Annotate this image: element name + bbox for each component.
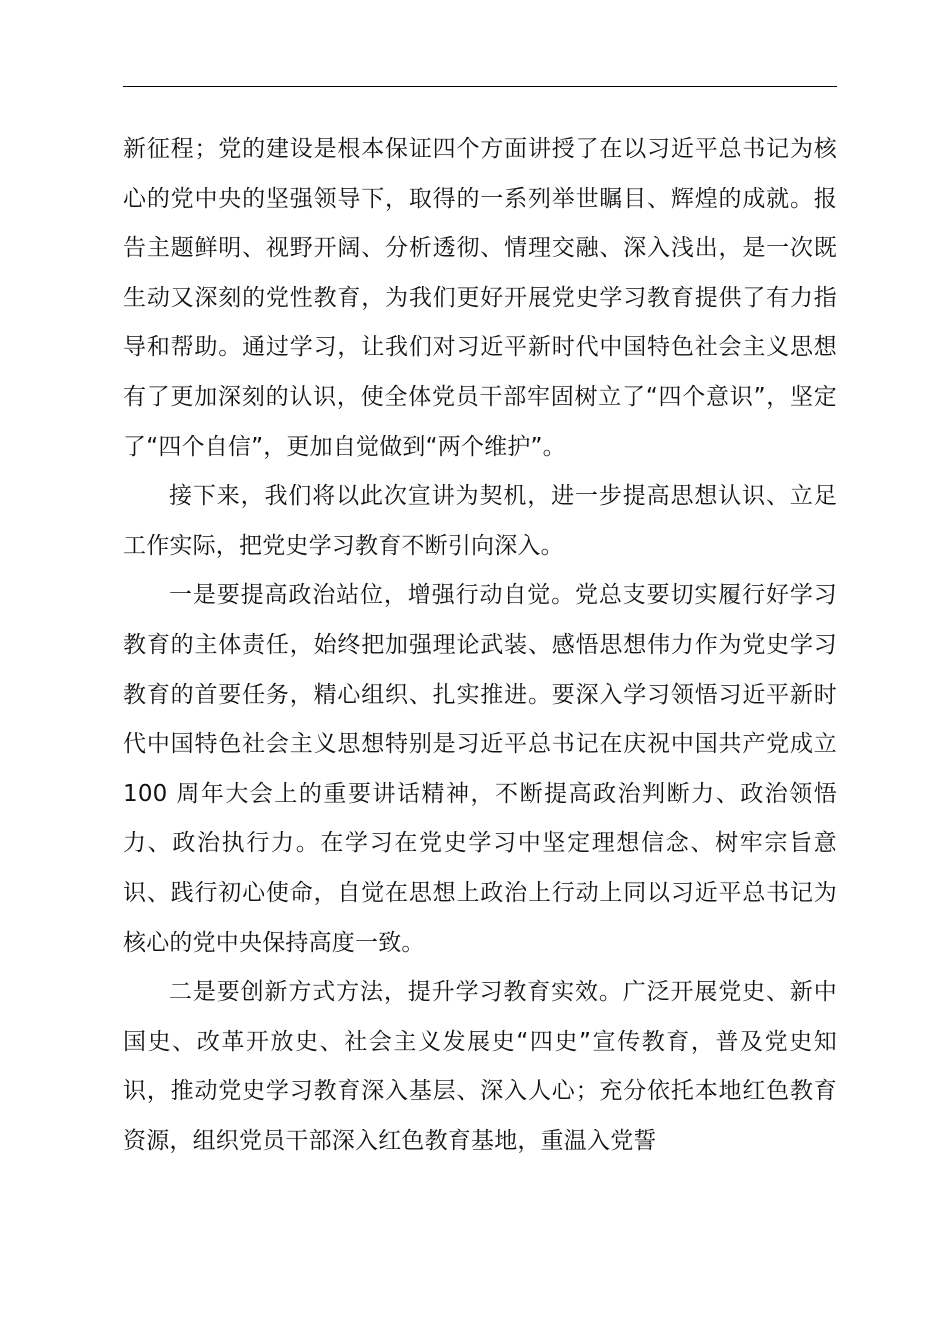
header-rule xyxy=(123,86,837,87)
document-body xyxy=(123,125,837,1166)
paragraph-point-two: 二是要创新方式方法，提升学习教育实效。广泛开展党史、新中国史、改革开放史、社会主义发展史“四史”宣传教育，普及党史知识，推动党史学习教育深入基层、深入人心；充分依托本地红色教育资源，组织党员干部深入红色教育基地，重温入党誓 xyxy=(123,979,837,1154)
paragraph-next-steps: 接下来，我们将以此次宣讲为契机，进一步提高思想认识、立足工作实际，把党史学习教育不断引向深入。 xyxy=(123,483,837,559)
paragraph-continuation: 新征程；党的建设是根本保证四个方面讲授了在以习近平总书记为核心的党中央的坚强领导下，取得的一系列举世瞩目、辉煌的成就。报告主题鲜明、视野开阔、分析透彻、情理交融、深入浅出，是一次既生动又深刻的党性教育，为我们更好开展党史学习教育提供了有力指导和帮助。通过学习，让我们对习近平新时代中国特色社会主义思想有了更加深刻的认识，使全体党员干部牢固树立了“四个意识”，坚定了“四个自信”，更加自觉做到“两个维护”。 xyxy=(123,136,837,460)
paragraph-point-one: 一是要提高政治站位，增强行动自觉。党总支要切实履行好学习教育的主体责任，始终把加强理论武装、感悟思想伟力作为党史学习教育的首要任务，精心组织、扎实推进。要深入学习领悟习近平新时代中国特色社会主义思想特别是习近平总书记在庆祝中国共产党成立 100 周年大会上的重要讲话精神，不断提高政治判断力、政治领悟力、政治执行力。在学习在党史学习中坚定理想信念、树牢宗旨意识、践行初心使命，自觉在思想上政治上行动上同以习近平总书记为核心的党中央保持高度一致。 xyxy=(123,582,837,956)
